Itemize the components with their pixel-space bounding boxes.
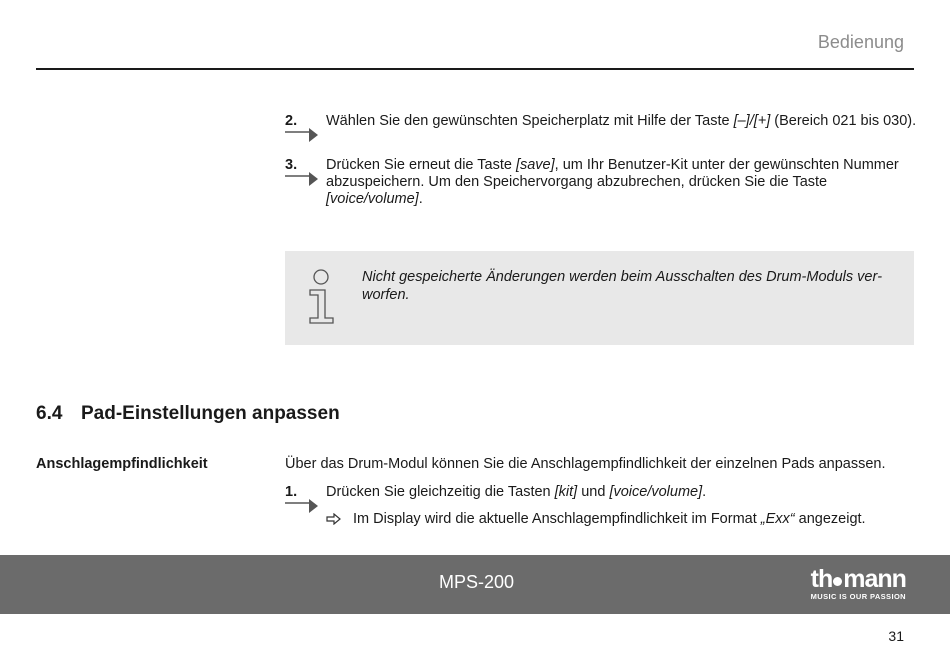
note-box (285, 251, 914, 345)
result-text: Im Display wird die aktuelle Anschlagempfindlichkeit im Format „Exx“ angezeigt. (353, 511, 866, 527)
step-text: Drücken Sie gleichzeitig die Tasten [kit] und [voice/volume]. (326, 484, 707, 500)
step-result (326, 511, 916, 528)
logo-dot-icon (833, 577, 842, 586)
header-rule (36, 68, 914, 70)
side-label: Anschlagempfindlichkeit (36, 456, 208, 472)
step-text: Drücken Sie erneut die Taste [save], um Ihr Benutzer-Kit unter der gewünschten Nummer abzuspeichern. Um den Speichervorgang abzubrechen, drücken Sie die Taste [voice/volume]. (326, 157, 899, 207)
footer-band (0, 555, 950, 614)
step-number: 2. (285, 113, 298, 129)
step-number: 3. (285, 157, 298, 173)
result-arrow-icon (326, 513, 342, 525)
model-name: MPS-200 (439, 572, 515, 592)
step-number: 1. (285, 484, 298, 500)
info-icon (307, 269, 339, 325)
step-3 (285, 157, 917, 208)
step-text: Wählen Sie den gewünschten Speicherplatz mit Hilfe der Taste [–]/[+] (Bereich 021 bis 030). (326, 113, 917, 129)
section-title: Pad-Einstellungen anpassen (81, 403, 340, 424)
page-number: 31 (888, 628, 904, 644)
logo-tagline: MUSIC IS OUR PASSION (810, 592, 906, 601)
step-arrow-icon (285, 128, 319, 142)
logo-wordmark: th mann (810, 565, 906, 593)
note-text: Nicht gespeicherte Änderungen werden beim Ausschalten des Drum-Moduls verworfen. (362, 269, 883, 303)
section-number: 6.4 (36, 403, 63, 424)
section-heading (36, 403, 340, 425)
section-intro: Über das Drum-Modul können Sie die Anschlagempfindlichkeit der einzelnen Pads anpassen. (285, 456, 886, 472)
thomann-logo (811, 567, 906, 601)
step-1 (285, 484, 917, 501)
step-2 (285, 113, 917, 130)
step-arrow-icon (285, 172, 319, 186)
header-title: Bedienung (817, 32, 904, 52)
step-arrow-icon (285, 499, 319, 513)
